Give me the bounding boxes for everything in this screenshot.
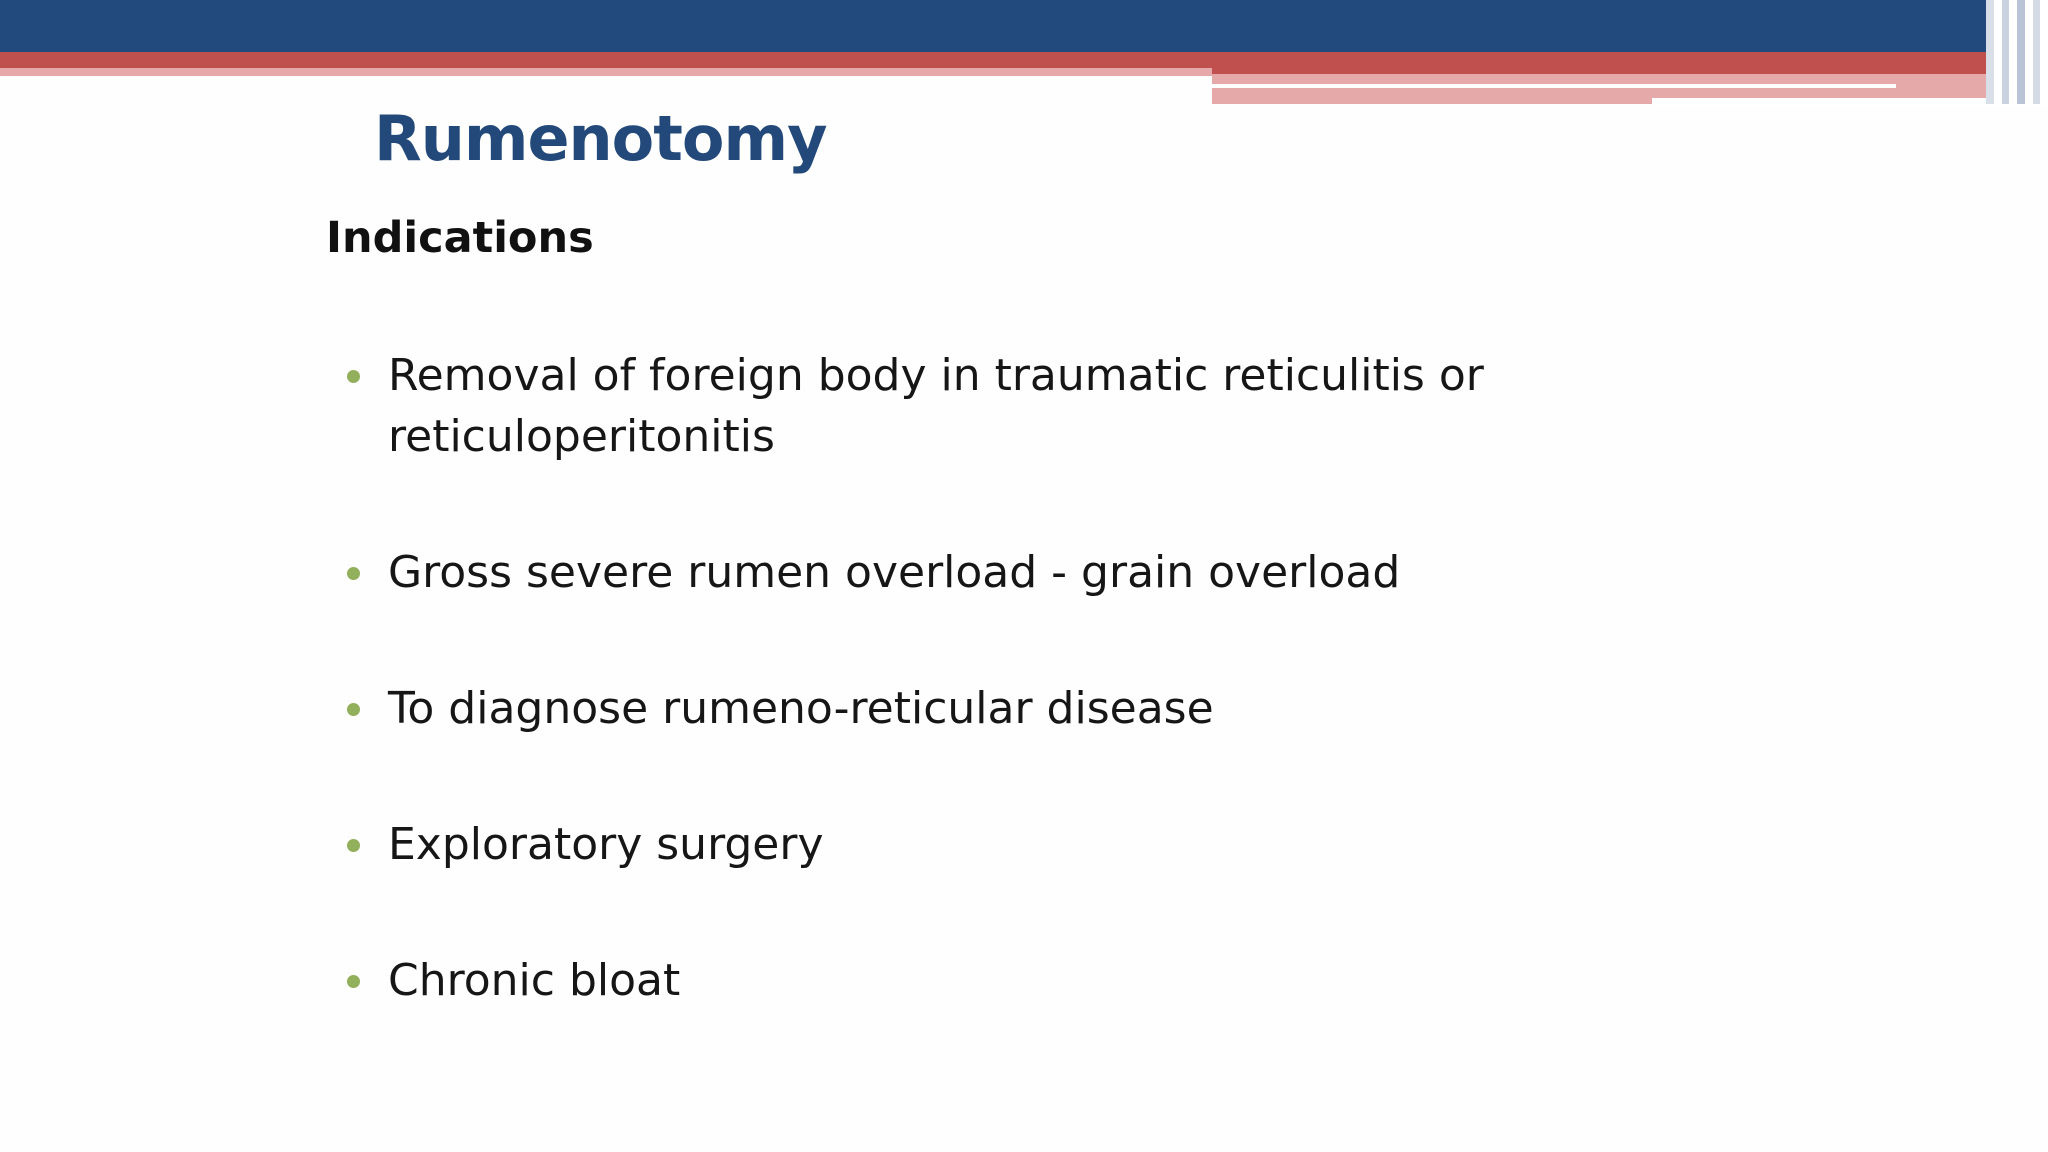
bullet-dot-icon (347, 839, 360, 852)
list-item (340, 814, 1520, 875)
header-band-pink-left (0, 68, 1212, 76)
header-accent-line (1212, 84, 1896, 88)
bullet-dot-icon (347, 370, 360, 383)
list-item-text: Chronic bloat (388, 955, 681, 1006)
bullet-list (340, 345, 1520, 1086)
list-item-text: Exploratory surgery (388, 819, 824, 870)
bullet-dot-icon (347, 975, 360, 988)
slide-title: Rumenotomy (374, 102, 827, 175)
list-item-text: Removal of foreign body in traumatic reticulitis or reticuloperitonitis (388, 350, 1484, 462)
list-item (340, 345, 1520, 467)
slide-subtitle: Indications (326, 213, 594, 263)
list-item-text: To diagnose rumeno-reticular disease (388, 683, 1214, 734)
list-item-text: Gross severe rumen overload - grain overload (388, 547, 1401, 598)
list-item (340, 542, 1520, 603)
list-item (340, 678, 1520, 739)
bullet-dot-icon (347, 703, 360, 716)
header-band-blue (0, 0, 2048, 52)
bullet-dot-icon (347, 567, 360, 580)
header-stripes (1986, 0, 2048, 104)
list-item (340, 950, 1520, 1011)
